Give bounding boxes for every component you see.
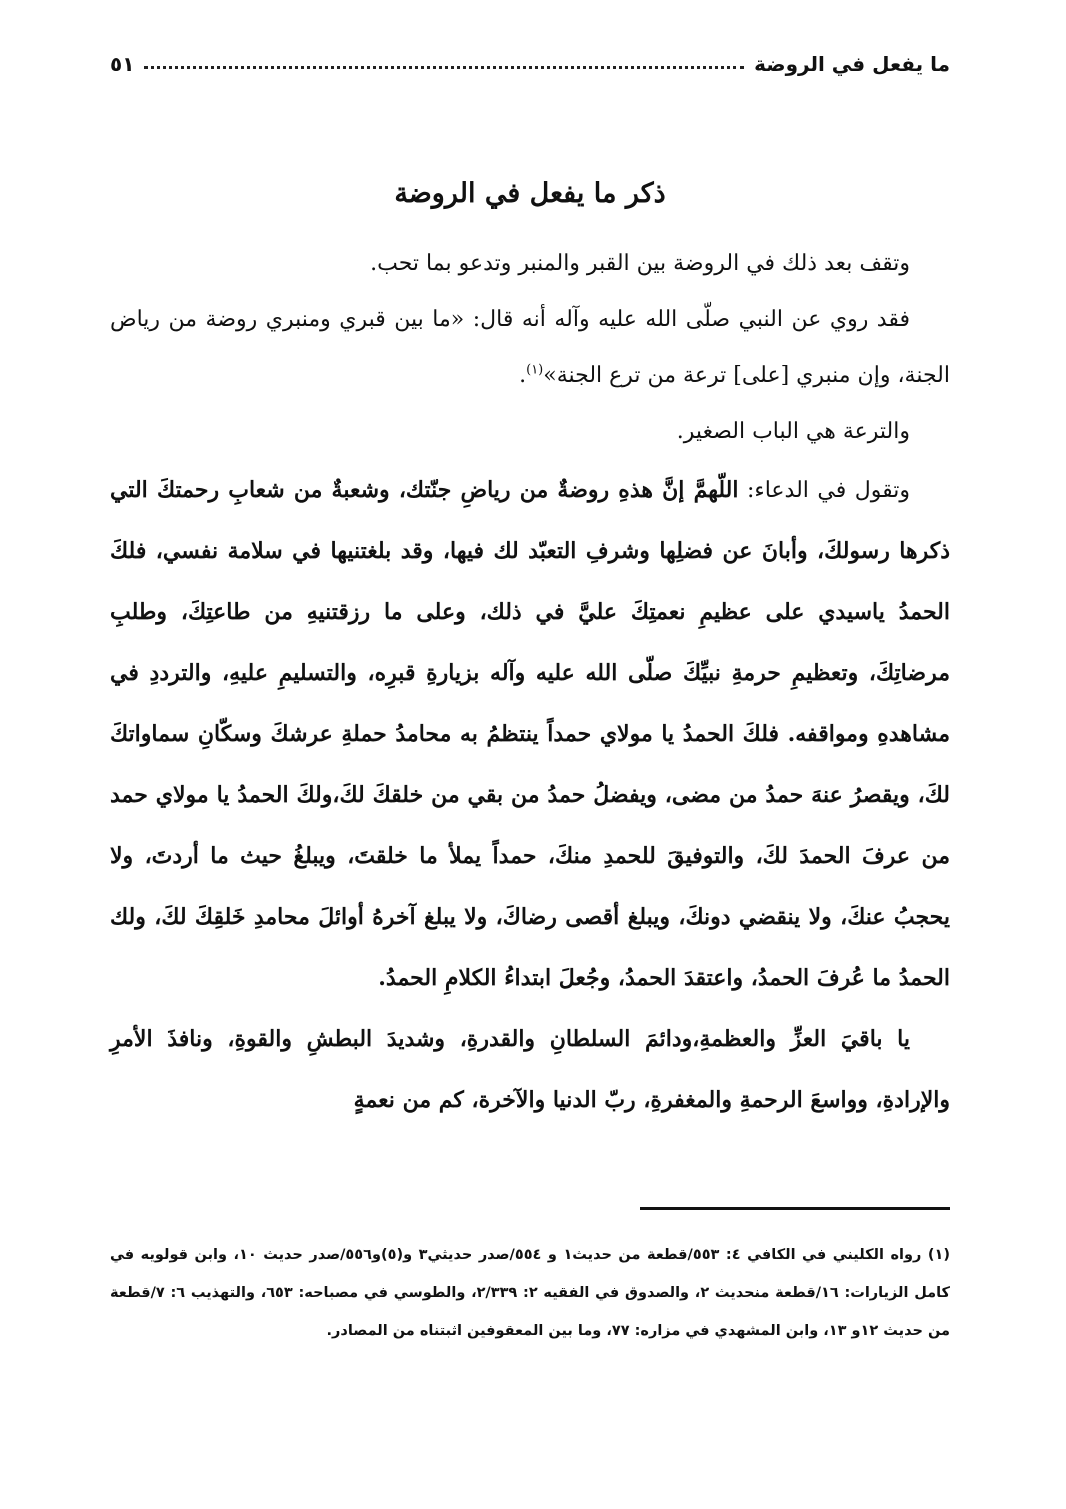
section-heading: ذكر ما يفعل في الروضة: [394, 178, 666, 209]
body-text: [110, 236, 950, 1131]
paragraph-2-text: فقد روي عن النبي صلّى الله عليه وآله أنه قال: «ما بين قبري ومنبري روضة من رياض الجنة، وإن منبري [على] ترعة من ترع الجنة»: [110, 307, 950, 388]
footnote-reference: (١): [526, 362, 544, 378]
paragraph-1: وتقف بعد ذلك في الروضة بين القبر والمنبر وتدعو بما تحب.: [370, 251, 910, 276]
paragraph-3: والترعة هي الباب الصغير.: [676, 419, 910, 444]
prayer-intro: وتقول في الدعاء:: [738, 478, 910, 503]
footnote-divider: [640, 1207, 950, 1210]
page-number: ٥١: [110, 52, 135, 76]
footnotes: [110, 1236, 950, 1350]
footnote-1: (١) رواه الكليني في الكافي ٤: ٥٥٣/قطعة من حديث١ و ٥٥٤/صدر حديثي٣ و(٥)و٥٥٦/صدر حديث ١٠، وابن قولويه في كامل الزيارات: ١٦/قطعة منحديث ٢، والصدوق في الفقيه ٢: ٢/٣٣٩، والطوسي في مصباحه: ٦٥٣، والتهذيب ٦: ٧/قطعة من حديث ١٢و ١٣، وابن المشهدي في مزاره: ٧٧، وما بين المعقوفين اثبتناه من المصادر.: [110, 1247, 950, 1339]
paragraph-5-prayer: يا باقيَ العزِّ والعظمةِ،ودائمَ السلطانِ والقدرةِ، وشديدَ البطشِ والقوةِ، ونافذَ الأمرِ والإرادةِ، وواسعَ الرحمةِ والمغفرةِ، ربّ الدنيا والآخرة، كم من نعمةٍ: [110, 1026, 950, 1113]
paragraph-4-prayer: [110, 460, 950, 1009]
running-header-title: ما يفعل في الروضة: [754, 52, 950, 76]
running-header: [110, 36, 950, 76]
paragraph-2: [110, 292, 950, 404]
dot-leader: [144, 66, 744, 69]
prayer-text: اللّهمَّ إنَّ هذهِ روضةٌ من رياضِ جنّتك، وشعبةٌ من شعابِ رحمتكَ التي ذكرها رسولكَ، وأبانَ عن فضلِها وشرفِ التعبّد لك فيها، وقد بلغتنيها في سلامة نفسي، فلكَ الحمدُ ياسيدي على عظيمِ نعمتِكَ عليَّ في ذلك، وعلى ما رزقتنيهِ من طاعتِكَ، وطلبِ مرضاتِكَ، وتعظيمِ حرمةِ نبيِّكَ صلّى الله عليه وآله بزيارةِ قبرِه، والتسليمِ عليهِ، والترددِ في مشاهدهِ ومواقفه. فلكَ الحمدُ يا مولاي حمداً ينتظمُ به محامدُ حملةِ عرشكَ وسكّانِ سماواتكَ لكَ، ويقصرُ عنهَ حمدُ من مضى، ويفضلُ حمدُ من بقي من خلقكَ لكَ،ولكَ الحمدُ يا مولاي حمد من عرفَ الحمدَ لكَ، والتوفيقَ للحمدِ منكَ، حمداً يملأ ما خلقتَ، ويبلغُ حيث ما أردتَ، ولا يحجبُ عنكَ، ولا ينقضي دونكَ، ويبلغ أقصى رضاكَ، ولا يبلغ آخرهُ أوائلَ محامدِ خَلقِكَ لكَ، ولك الحمدُ ما عُرفَ الحمدُ، واعتقدَ الحمدُ، وجُعلَ ابتداءُ الكلامِ الحمدُ.: [110, 477, 951, 991]
paragraph-2-end: .: [519, 363, 527, 388]
